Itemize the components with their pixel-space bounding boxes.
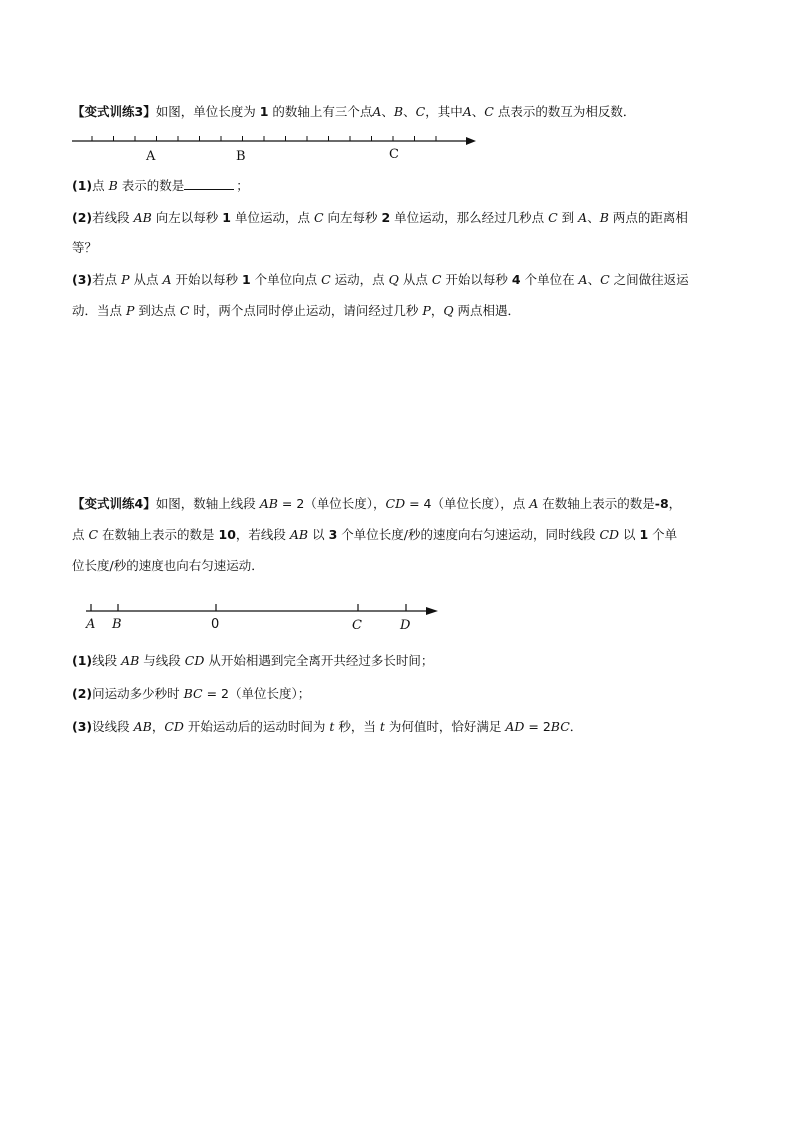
text-run: P bbox=[125, 303, 135, 318]
text-run: 从点 bbox=[129, 272, 163, 287]
text-run: 开始以每秒 bbox=[441, 272, 512, 287]
text-run: ， bbox=[668, 496, 682, 511]
text-run: = 2（单位长度）； bbox=[202, 686, 311, 701]
problem-4-intro-line-2 bbox=[72, 525, 677, 545]
text-run: ，其中 bbox=[425, 104, 463, 119]
text-run: A bbox=[372, 104, 382, 119]
text-run: 2 bbox=[381, 210, 391, 225]
text-run: 到达点 bbox=[134, 303, 180, 318]
text-run: 从开始相遇到完全离开共经过多长时间； bbox=[204, 653, 434, 668]
text-run: 单位运动，点 bbox=[230, 210, 314, 225]
text-run: C bbox=[431, 272, 442, 287]
text-run: BC bbox=[550, 719, 570, 734]
text-run: -8 bbox=[654, 496, 669, 511]
text-run: 以 bbox=[308, 527, 329, 542]
text-run: 等？ bbox=[72, 240, 98, 255]
text-run: ． bbox=[569, 719, 583, 734]
text-run: A bbox=[462, 104, 472, 119]
text-run: 、 bbox=[471, 104, 485, 119]
problem-3-part-3-line-2 bbox=[72, 301, 520, 321]
label-b: B bbox=[112, 617, 122, 632]
text-run: 1 bbox=[222, 210, 231, 225]
problem-4-intro-line-1 bbox=[72, 494, 681, 514]
text-run: CD bbox=[184, 653, 205, 668]
text-run: AD bbox=[505, 719, 525, 734]
axis-arrow-2 bbox=[426, 607, 438, 615]
text-run: AB bbox=[259, 496, 278, 511]
text-run: 两点的距离相 bbox=[608, 210, 688, 225]
text-run: BC bbox=[183, 686, 203, 701]
label-zero: 0 bbox=[211, 617, 220, 632]
problem-4-part-2 bbox=[72, 684, 310, 704]
text-run: P bbox=[121, 272, 130, 287]
text-run: A bbox=[578, 272, 588, 287]
text-run: (1) bbox=[72, 653, 93, 668]
text-run: 个单位向点 bbox=[250, 272, 322, 287]
text-run: 向左每秒 bbox=[323, 210, 382, 225]
problem-4-intro-text bbox=[156, 496, 681, 511]
text-run: = 4（单位长度），点 bbox=[405, 496, 530, 511]
text-run: 线段 bbox=[92, 653, 122, 668]
text-run: CD bbox=[385, 496, 406, 511]
text-run: 、 bbox=[587, 272, 601, 287]
answer-blank bbox=[184, 177, 234, 190]
number-line-2 bbox=[85, 604, 438, 633]
problem-3-part-2-line-2 bbox=[72, 238, 97, 258]
text-run: 到 bbox=[557, 210, 579, 225]
text-run: t bbox=[329, 719, 335, 734]
problem-4-part-3 bbox=[72, 717, 582, 737]
text-run: C bbox=[600, 272, 610, 287]
text-run: AB bbox=[289, 527, 309, 542]
text-run: = 2 bbox=[524, 719, 551, 734]
problem-4-tag: 【变式训练4】 bbox=[72, 496, 156, 511]
text-run: 问运动多少秒时 bbox=[92, 686, 184, 701]
text-run: B bbox=[108, 178, 118, 193]
point-label-b: B bbox=[236, 149, 246, 164]
text-run: 表示的数是 bbox=[117, 178, 185, 193]
text-run: 与线段 bbox=[139, 653, 185, 668]
text-run: ； bbox=[236, 178, 249, 193]
text-run: ， bbox=[151, 719, 165, 734]
text-run: 秒，当 bbox=[334, 719, 380, 734]
text-run: 在数轴上表示的数是 bbox=[98, 527, 219, 542]
text-run: AB bbox=[133, 719, 152, 734]
text-run: 1 bbox=[241, 272, 251, 287]
text-run: ，若线段 bbox=[235, 527, 290, 542]
text-run: 点 bbox=[72, 527, 89, 542]
text-run: 个单位在 bbox=[520, 272, 579, 287]
text-run: 若线段 bbox=[92, 210, 134, 225]
axis-arrow-1 bbox=[466, 137, 476, 145]
problem-3-part-2-line-1 bbox=[72, 208, 688, 228]
text-run: 的数轴上有三个点 bbox=[268, 104, 373, 119]
text-run: 时，两个点同时停止运动，请问经过几秒 bbox=[189, 303, 423, 318]
text-run: C bbox=[321, 272, 331, 287]
text-run: t bbox=[379, 719, 385, 734]
text-run: 动．当点 bbox=[72, 303, 126, 318]
text-run: 设线段 bbox=[92, 719, 134, 734]
text-run: Q bbox=[388, 272, 399, 287]
text-run: Q bbox=[443, 303, 454, 318]
label-d: D bbox=[400, 618, 411, 633]
text-run: 两点相遇． bbox=[453, 303, 521, 318]
text-run: CD bbox=[599, 527, 620, 542]
text-run: CD bbox=[164, 719, 184, 734]
text-run: C bbox=[313, 210, 324, 225]
text-run: C bbox=[548, 210, 558, 225]
text-run: 在数轴上表示的数是 bbox=[538, 496, 655, 511]
point-label-a: A bbox=[146, 149, 156, 164]
text-run: 4 bbox=[511, 272, 521, 287]
point-label-c: C bbox=[389, 147, 399, 162]
text-run: (2) bbox=[72, 210, 93, 225]
text-run: (1) bbox=[72, 178, 93, 193]
text-run: AB bbox=[133, 210, 152, 225]
text-run: A bbox=[578, 210, 588, 225]
text-run: 如图，单位长度为 bbox=[155, 104, 260, 119]
label-a: A bbox=[86, 617, 96, 632]
text-run: AB bbox=[121, 653, 140, 668]
text-run: 若点 bbox=[92, 272, 122, 287]
text-run: 位长度/秒的速度也向右匀速运动． bbox=[72, 558, 264, 573]
text-run: P bbox=[422, 303, 431, 318]
text-run: A bbox=[529, 496, 539, 511]
label-c: C bbox=[352, 618, 362, 633]
number-line-1 bbox=[72, 136, 476, 164]
problem-3-tag: 【变式训练3】 bbox=[72, 104, 156, 119]
text-run: 为何值时，恰好满足 bbox=[384, 719, 506, 734]
text-run: B bbox=[393, 104, 404, 119]
text-run: 向左以每秒 bbox=[151, 210, 223, 225]
text-run: 点表示的数互为相反数． bbox=[493, 104, 636, 119]
text-run: A bbox=[162, 272, 172, 287]
problem-4-intro-line-3 bbox=[72, 556, 264, 576]
text-run: 如图，数轴上线段 bbox=[155, 496, 260, 511]
text-run: C bbox=[415, 104, 426, 119]
text-run: 10 bbox=[218, 527, 236, 542]
text-run: 1 bbox=[639, 527, 649, 542]
text-run: C bbox=[484, 104, 494, 119]
text-run: 开始运动后的运动时间为 bbox=[183, 719, 330, 734]
text-run: ， bbox=[430, 303, 444, 318]
axis-ticks-1 bbox=[92, 136, 436, 141]
text-run: 1 bbox=[259, 104, 269, 119]
text-run: C bbox=[179, 303, 190, 318]
text-run: 、 bbox=[403, 104, 416, 119]
text-run: 个单位长度/秒的速度向右匀速运动，同时线段 bbox=[337, 527, 600, 542]
text-run: (3) bbox=[72, 272, 93, 287]
text-run: B bbox=[599, 210, 609, 225]
text-run: C bbox=[88, 527, 99, 542]
text-run: 以 bbox=[619, 527, 640, 542]
text-run: 开始以每秒 bbox=[171, 272, 242, 287]
text-run: 3 bbox=[328, 527, 338, 542]
text-run: (2) bbox=[72, 686, 93, 701]
text-run: 、 bbox=[587, 210, 600, 225]
text-run: = 2（单位长度）， bbox=[277, 496, 386, 511]
text-run: 个单 bbox=[648, 527, 678, 542]
text-run: 单位运动，那么经过几秒点 bbox=[390, 210, 549, 225]
problem-3-part-3-line-1 bbox=[72, 270, 689, 290]
text-run: 点 bbox=[92, 178, 109, 193]
text-run: 、 bbox=[381, 104, 394, 119]
text-run: 运动，点 bbox=[330, 272, 389, 287]
text-run: 从点 bbox=[398, 272, 432, 287]
problem-4-part-1 bbox=[72, 651, 433, 671]
text-run: 之间做往返运 bbox=[609, 272, 689, 287]
problem-3-part-1 bbox=[72, 176, 249, 196]
text-run: (3) bbox=[72, 719, 93, 734]
